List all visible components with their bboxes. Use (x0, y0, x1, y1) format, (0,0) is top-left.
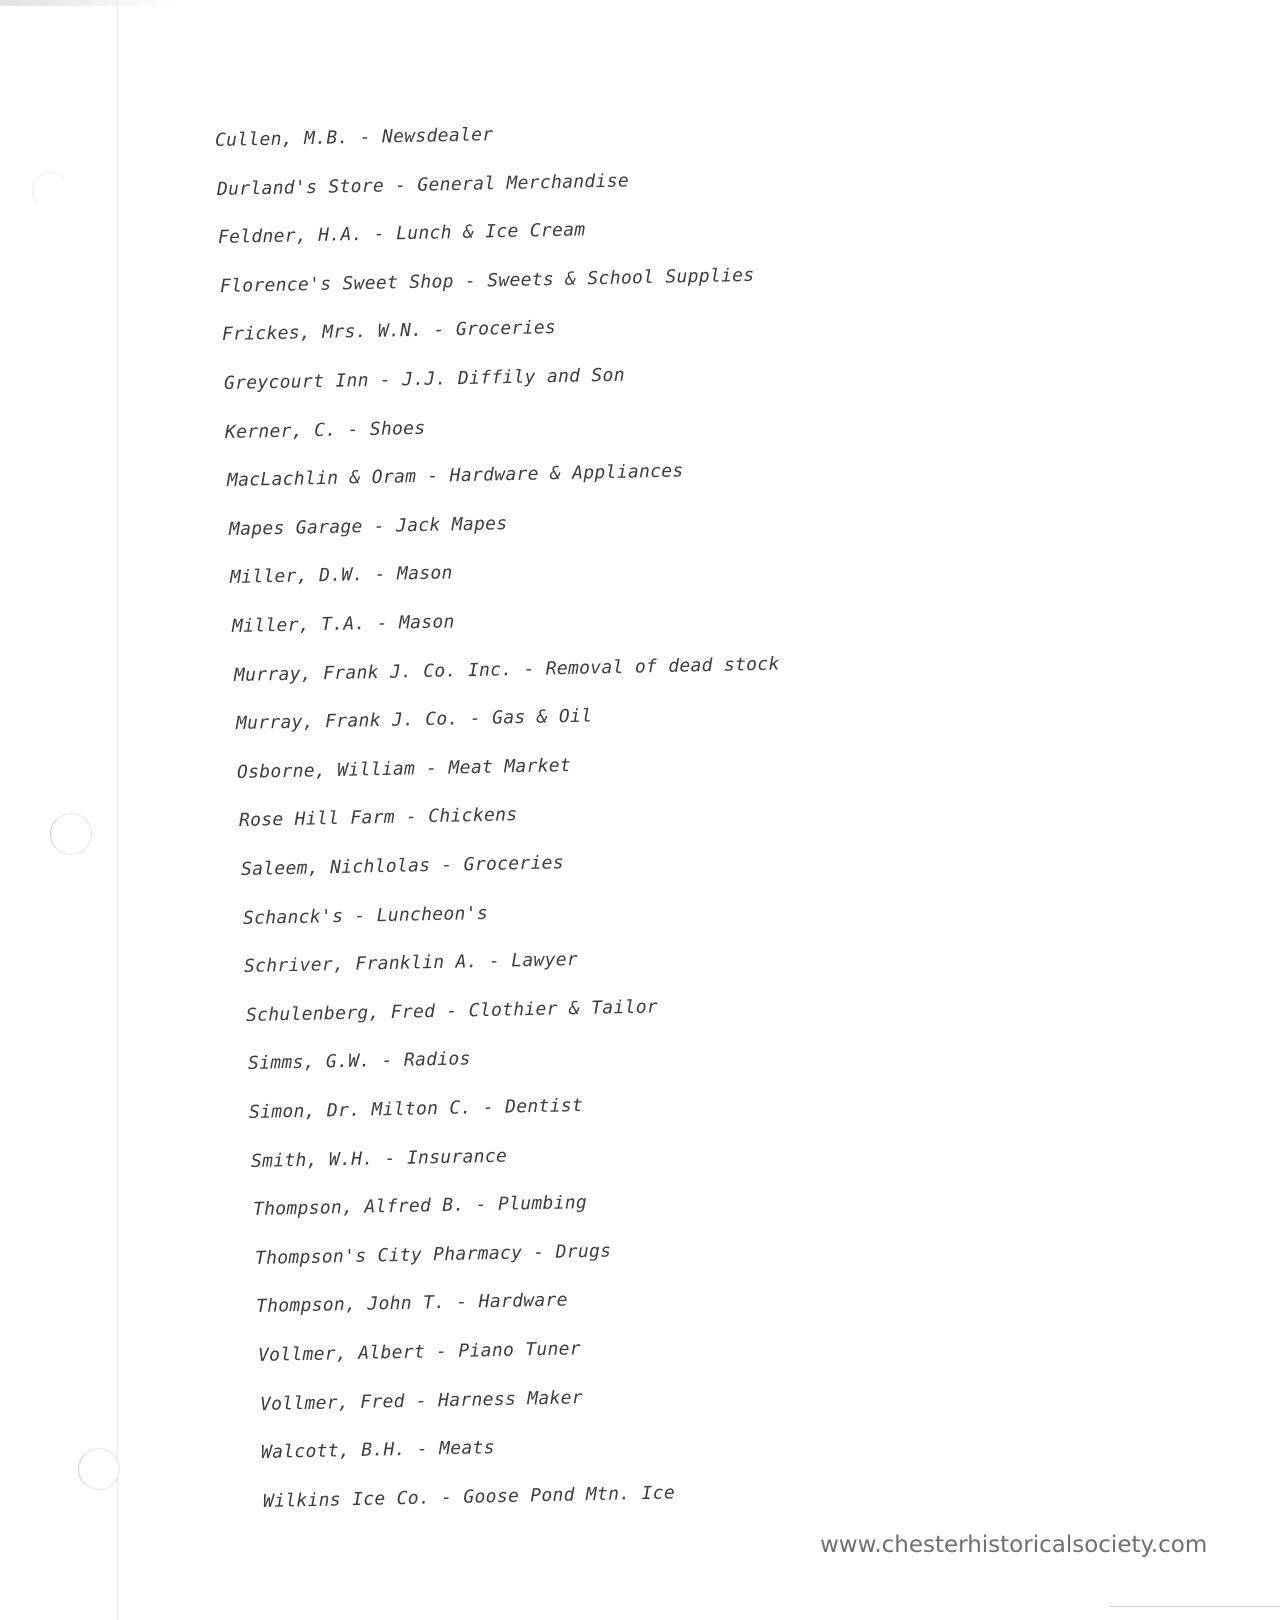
punch-hole (50, 813, 92, 855)
directory-entry: Simms, G.W. - Radios (247, 1048, 471, 1075)
directory-entry: Saleem, Nichlolas - Groceries (240, 852, 564, 880)
directory-entry: Greycourt Inn - J.J. Diffily and Son (223, 364, 625, 394)
directory-entry: Schanck's - Luncheon's (242, 902, 488, 929)
directory-entry: Schulenberg, Fred - Clothier & Tailor (245, 996, 659, 1026)
directory-entry: Smith, W.H. - Insurance (250, 1145, 508, 1172)
directory-entry: Miller, T.A. - Mason (231, 611, 456, 637)
directory-entry: MacLachlin & Oram - Hardware & Appliances (226, 460, 684, 492)
directory-entry: Murray, Frank J. Co. Inc. - Removal of dead stock (233, 653, 780, 686)
directory-entry: Florence's Sweet Shop - Sweets & School Supplies (219, 264, 755, 297)
directory-entry: Vollmer, Albert - Piano Tuner (257, 1338, 582, 1366)
directory-entry: Wilkins Ice Co. - Goose Pond Mtn. Ice (262, 1482, 676, 1512)
page-margin-edge (117, 0, 118, 1620)
directory-entry: Thompson, John T. - Hardware (256, 1289, 569, 1318)
directory-entry: Thompson, Alfred B. - Plumbing (252, 1192, 588, 1221)
directory-entry: Durland's Store - General Merchandise (216, 169, 629, 200)
directory-entry: Frickes, Mrs. W.N. - Groceries (221, 317, 557, 346)
directory-entry: Walcott, B.H. - Meats (261, 1437, 496, 1464)
scan-edge-shadow (0, 0, 180, 6)
punch-hole-mark (32, 172, 70, 210)
directory-entry: Kerner, C. - Shoes (225, 417, 426, 443)
directory-entry: Rose Hill Farm - Chickens (238, 804, 518, 832)
directory-entry: Simon, Dr. Milton C. - Dentist (249, 1095, 584, 1123)
punch-hole (78, 1448, 120, 1490)
directory-entry: Thompson's City Pharmacy - Drugs (254, 1240, 612, 1269)
bottom-rule (1110, 1606, 1280, 1607)
directory-entry: Vollmer, Fred - Harness Maker (259, 1386, 583, 1415)
directory-entry: Mapes Garage - Jack Mapes (228, 512, 508, 540)
directory-entry: Feldner, H.A. - Lunch & Ice Cream (218, 219, 587, 249)
watermark: www.chesterhistoricalsociety.com (820, 1532, 1208, 1558)
directory-entry: Osborne, William - Meat Market (237, 754, 572, 783)
directory-entry: Murray, Frank J. Co. - Gas & Oil (235, 705, 593, 735)
directory-entry: Cullen, M.B. - Newsdealer (214, 124, 494, 151)
directory-entry: Schriver, Franklin A. - Lawyer (244, 949, 579, 978)
directory-entry: Miller, D.W. - Mason (230, 562, 454, 589)
